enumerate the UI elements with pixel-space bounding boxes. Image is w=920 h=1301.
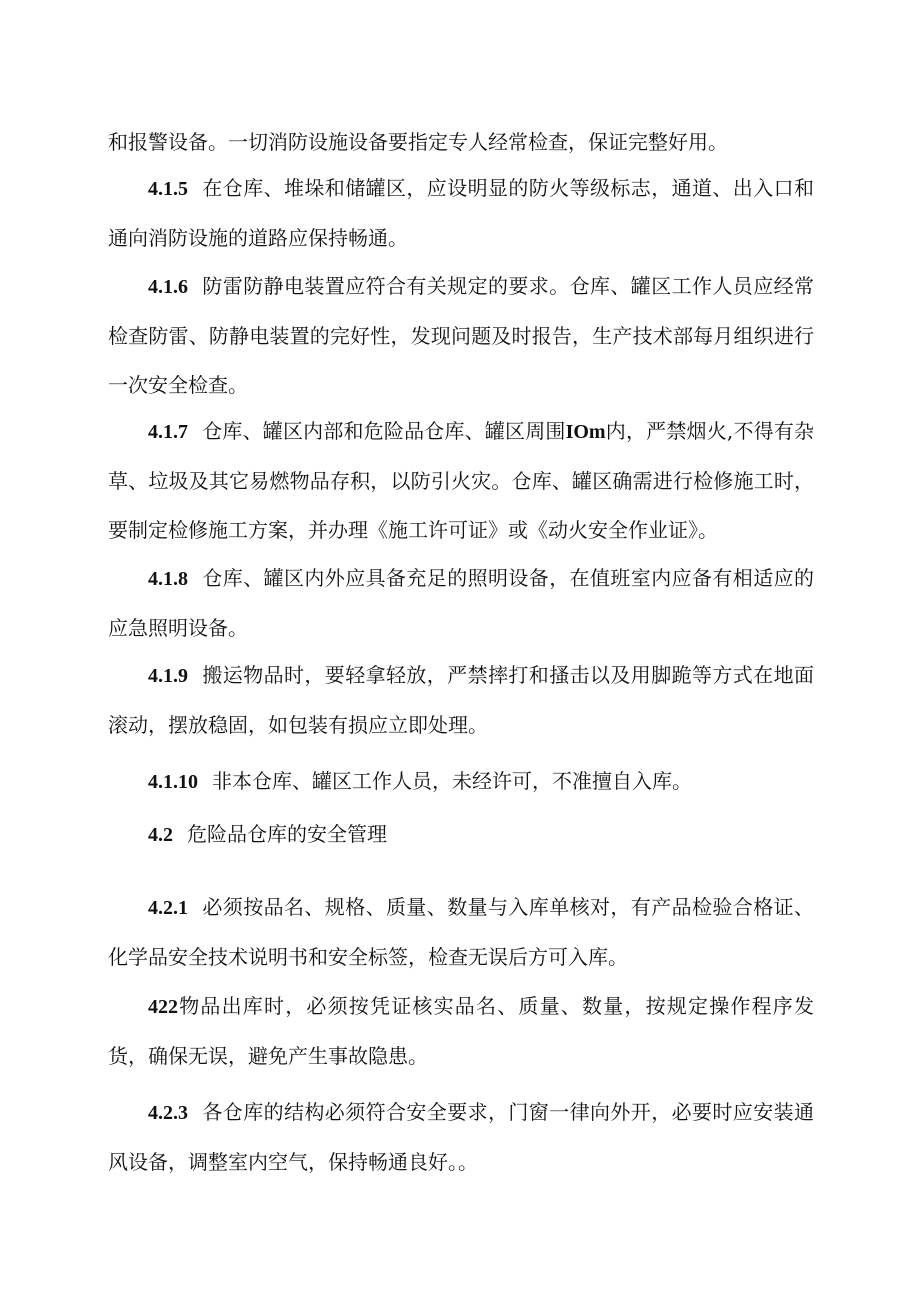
section-number: 4.2.1 [148,897,188,919]
distance-value: IOm [565,421,606,443]
paragraph-4-1-7 [108,407,814,555]
paragraph-text: 内，严禁烟火,不得有杂草、垃圾及其它易燃物品存积，以防引火灾。仓库、罐区确需进行检修施工时，要制定检修施工方案，并办理《施工许可证》或《动火安全作业证》。 [108,419,815,542]
paragraph-text: 防雷防静电装置应符合有关规定的要求。仓库、罐区工作人员应经常检查防雷、防静电装置的完好性，发现问题及时报告，生产技术部每月组织进行一次安全检查。 [108,274,814,397]
section-heading-4-2 [108,810,814,860]
paragraph-4-1-6 [108,262,814,410]
paragraph-text: 物品出库时，必须按凭证核实品名、质量、数量，按规定操作程序发货，确保无误，避免产生事故隐患。 [108,994,814,1068]
section-number: 4.2.3 [148,1102,188,1124]
paragraph-text: 仓库、罐区内外应具备充足的照明设备，在值班室内应备有相适应的应急照明设备。 [108,566,814,640]
paragraph-text: 仓库、罐区内部和危险品仓库、罐区周围 [202,419,566,443]
paragraph-4-1-5 [108,164,814,263]
section-number: 4.1.8 [148,568,188,590]
section-number: 4.1.9 [148,665,188,687]
paragraph-text: 非本仓库、罐区工作人员，未经许可，不准擅自入库。 [212,769,692,793]
section-number: 4.1.5 [148,178,188,200]
paragraph-text: 各仓库的结构必须符合安全要求，门窗一律向外开，必要时应安装通风设备，调整室内空气，保持畅通良好。。 [108,1100,814,1174]
section-number: 422 [148,996,178,1018]
section-number: 4.1.6 [148,276,188,298]
paragraph-4-2-2 [108,982,814,1081]
paragraph-text: 在仓库、堆垛和储罐区，应设明显的防火等级标志，通道、出入口和通向消防设施的道路应保持畅通。 [108,176,814,250]
paragraph-4-2-3 [108,1088,814,1187]
section-number: 4.1.7 [148,421,188,443]
paragraph-text: 必须按品名、规格、质量、数量与入库单核对，有产品检验合格证、化学品安全技术说明书和安全标签，检查无误后方可入库。 [108,895,814,969]
paragraph-4-2-1 [108,883,814,982]
section-number: 4.1.10 [148,771,198,793]
paragraph-continuation [108,118,814,167]
paragraph-4-1-10 [108,757,814,807]
paragraph-text: 搬运物品时，要轻拿轻放，严禁摔打和搔击以及用脚跪等方式在地面滚动，摆放稳固，如包装有损应立即处理。 [108,663,814,737]
section-title: 危险品仓库的安全管理 [187,822,387,846]
paragraph-text: 和报警设备。一切消防设施设备要指定专人经常检查，保证完整好用。 [108,130,728,154]
paragraph-4-1-8 [108,554,814,653]
section-number: 4.2 [148,824,173,846]
paragraph-4-1-9 [108,651,814,750]
